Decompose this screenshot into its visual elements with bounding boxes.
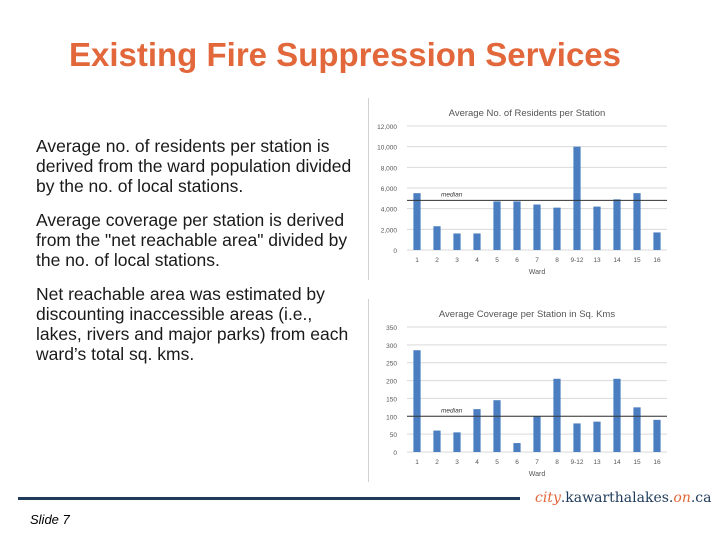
y-tick-label: 12,000 [377,124,397,131]
y-tick-label: 8,000 [380,165,397,173]
bar-9-12 [573,423,580,452]
bar-9-12 [573,147,580,250]
bar-15 [633,407,640,452]
y-tick-label: 10,000 [377,144,397,152]
footer-divider [18,497,520,500]
bar-6 [513,201,520,250]
residents-chart-svg [369,98,677,280]
footer-brand-middle: .kawarthalakes. [560,490,674,506]
coverage-chart-svg [369,299,677,482]
footer-brand-prefix: city [535,490,561,506]
median-label: median [441,191,463,199]
bar-13 [593,422,600,452]
x-tick-label: 16 [653,257,661,264]
y-tick-label: 200 [386,378,397,386]
bar-4 [473,233,480,250]
bar-7 [533,205,540,250]
bar-4 [473,409,480,452]
bar-3 [453,233,460,250]
x-tick-label: 3 [455,459,459,466]
y-tick-label: 150 [386,396,397,404]
x-tick-label: 6 [515,459,519,466]
x-tick-label: 9-12 [570,257,584,264]
paragraph-coverage: Average coverage per station is derived from the "net reachable area" divided by the no. of local stations. [36,210,348,270]
y-tick-label: 250 [386,360,397,368]
coverage-chart [368,299,677,482]
y-tick-label: 6,000 [380,186,397,193]
bar-2 [433,431,440,452]
footer-brand-suffix: on [673,490,691,506]
x-tick-label: 6 [515,257,519,264]
bar-16 [653,420,660,452]
x-tick-label: 5 [495,257,499,264]
x-tick-label: 9-12 [570,459,584,466]
bar-1 [413,193,420,250]
bar-8 [553,208,560,250]
y-tick-label: 0 [393,450,397,457]
x-tick-label: 13 [593,257,601,264]
bar-16 [653,232,660,250]
y-tick-label: 300 [386,342,397,350]
bar-15 [633,193,640,250]
footer-brand-tail: .ca [690,490,712,506]
y-tick-label: 350 [386,325,397,332]
y-tick-label: 100 [386,414,397,422]
bar-1 [413,350,420,452]
body-text [36,136,361,378]
x-axis-label: Ward [528,269,546,276]
bar-7 [533,416,540,452]
x-tick-label: 16 [653,459,661,466]
x-tick-label: 15 [633,459,641,466]
chart-title: Average Coverage per Station in Sq. Kms [438,309,616,320]
footer-brand [535,490,711,506]
bar-13 [593,207,600,250]
x-tick-label: 14 [613,459,621,466]
y-tick-label: 0 [393,248,397,255]
x-tick-label: 1 [415,459,419,466]
bar-5 [493,400,500,452]
x-tick-label: 7 [535,257,539,264]
x-tick-label: 15 [633,257,641,264]
x-axis-label: Ward [528,471,546,478]
x-tick-label: 4 [475,257,479,264]
x-tick-label: 8 [555,257,559,264]
x-tick-label: 4 [475,459,479,466]
bar-2 [433,226,440,250]
x-tick-label: 2 [435,459,439,466]
paragraph-residents: Average no. of residents per station is derived from the ward population divided by the no. of local stations. [36,136,352,196]
x-tick-label: 13 [593,459,601,466]
y-tick-label: 50 [389,432,397,440]
bar-6 [513,443,520,452]
x-tick-label: 2 [435,257,439,264]
x-tick-label: 8 [555,459,559,466]
slide-title: Existing Fire Suppression Services [68,36,622,73]
x-tick-label: 7 [535,459,539,466]
median-label: median [441,407,463,415]
x-tick-label: 5 [495,459,499,466]
bar-8 [553,379,560,452]
y-tick-label: 4,000 [380,206,397,214]
bar-14 [613,379,620,452]
paragraph-net-area: Net reachable area was estimated by discounting inaccessible areas (i.e., lakes, rivers and major parks) from each ward’s total sq. kms. [36,284,349,364]
residents-chart [368,98,677,280]
bar-3 [453,432,460,452]
x-tick-label: 1 [415,257,419,264]
chart-title: Average No. of Residents per Station [448,108,606,119]
slide-number: Slide 7 [30,512,70,527]
bar-14 [613,199,620,250]
x-tick-label: 3 [455,257,459,264]
x-tick-label: 14 [613,257,621,264]
bar-5 [493,201,500,250]
y-tick-label: 2,000 [380,227,397,235]
